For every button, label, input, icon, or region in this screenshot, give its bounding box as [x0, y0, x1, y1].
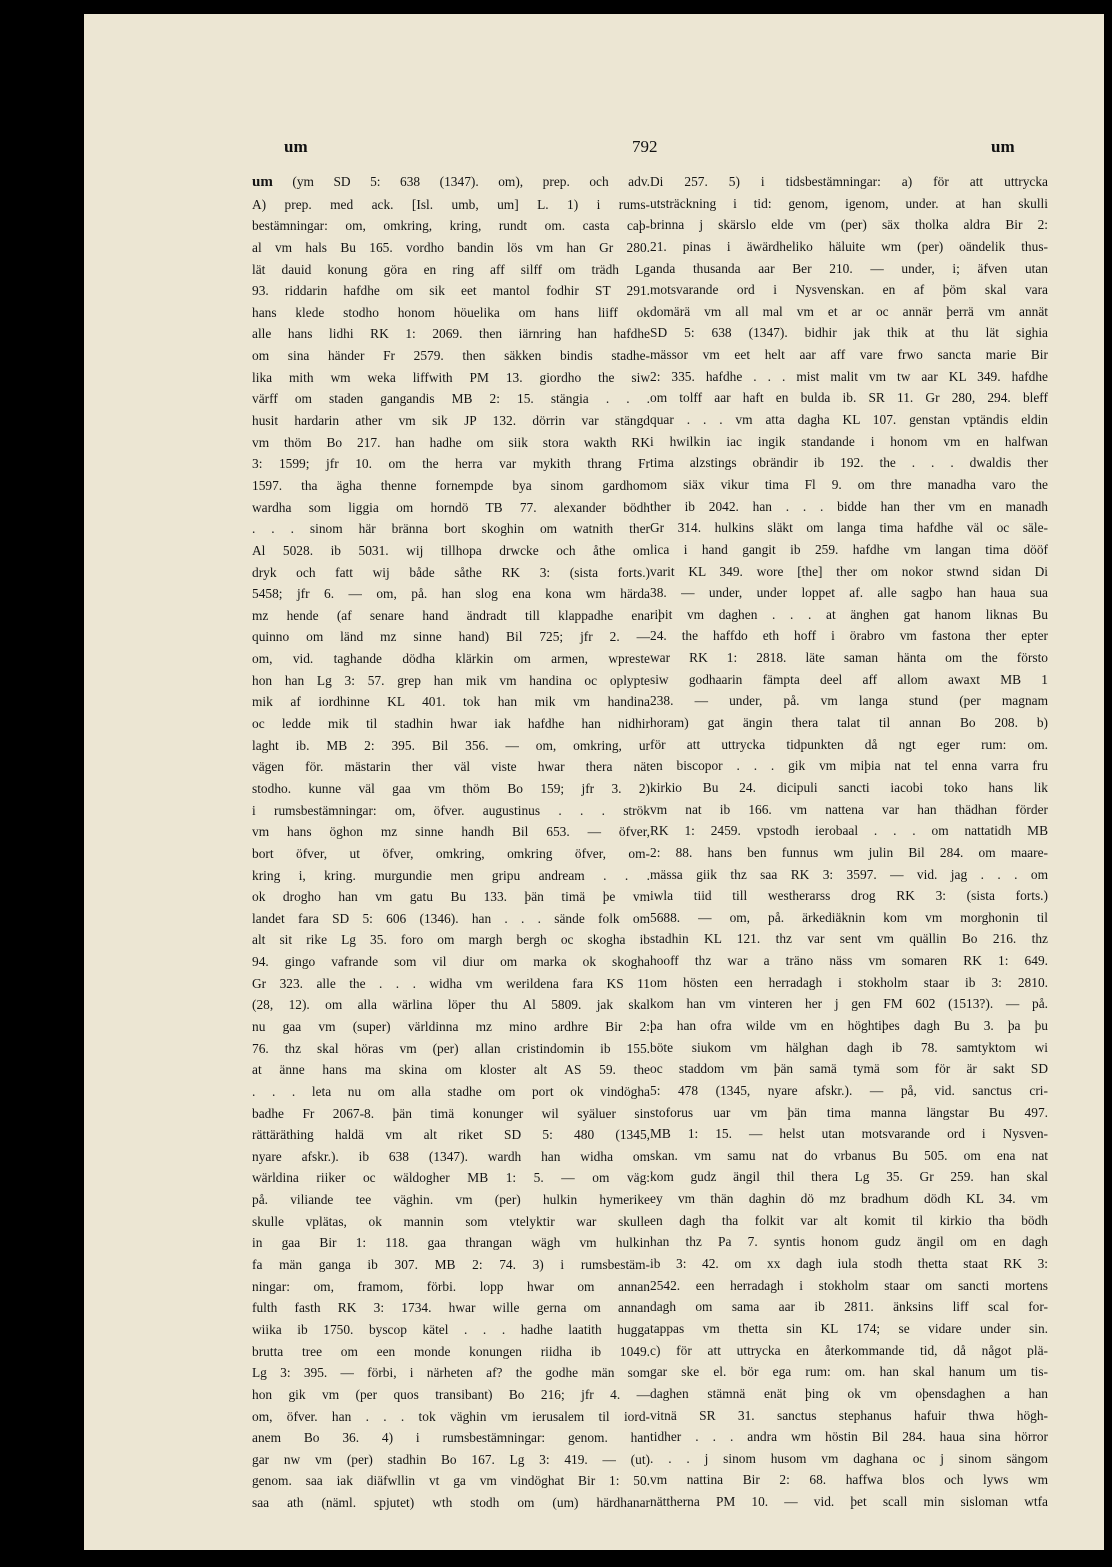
line-text: mässor vm eet helt aar aff vare frwo sancta marie Bir: [650, 347, 1048, 363]
text-line: [252, 237, 650, 259]
text-line: [252, 670, 650, 692]
line-text: alt sit rike Lg 35. foro om margh bergh oc skogha ib: [252, 932, 650, 948]
line-text: in gaa Bir 1: 118. gaa thrangan wägh vm hulkin: [252, 1235, 650, 1251]
text-line: [252, 280, 650, 302]
line-text: nättherna PM 10. — vid. þet scall min sisloman wtfa: [650, 1494, 1048, 1510]
line-text: 238. — under, på. vm langa stund (per magnam: [650, 693, 1048, 709]
line-text: skan. vm samu nat do vrbanus Bu 505. om ena nat: [650, 1147, 1048, 1163]
line-text: 94. gingo vafrande som vil diur om marka ok skogha: [252, 954, 650, 970]
line-text: genom. saa iak diäfwllin vt ga vm vindöghat Bir 1: 50.: [252, 1473, 650, 1489]
line-text: stodho. kunne väl gaa vm thöm Bo 159; jfr 3. 2): [252, 780, 650, 796]
line-text: hon han Lg 3: 57. grep han mik vm handina oc oplypte: [252, 672, 650, 688]
line-text: domärä vm all mal vm et ar oc annär þerrä vm annät: [650, 303, 1048, 319]
text-line: [252, 497, 650, 519]
line-text: riþit vm daghen . . . at änghen gat hanom liknas Bu: [650, 606, 1048, 622]
text-line: [650, 322, 1048, 344]
text-line: [252, 1492, 650, 1514]
text-line: [650, 236, 1048, 258]
line-text: en biscopor . . . gik vm miþia nat tel enna varra fru: [650, 758, 1048, 774]
line-text: lät dauid konung göra en ring aff silff om trädh Lg: [252, 261, 650, 277]
line-text: alle hans lidhi RK 1: 2069. then iärnring han hafdhe: [252, 326, 650, 342]
text-line: [650, 647, 1048, 669]
line-text: 1597. tha ägha thenne fornempde bya sinom gardhom: [252, 477, 650, 493]
text-line: [650, 193, 1048, 215]
line-text: 76. thz skal höras vm (per) allan cristindomin ib 155.: [252, 1040, 650, 1056]
text-line: [650, 1383, 1048, 1405]
text-line: [252, 388, 650, 410]
line-text: för att uttrycka tidpunkten då ngt eger rum: om.: [650, 736, 1048, 752]
line-text: 21. pinas i äwärdheliko häluite wm (per) oändelik thus-: [650, 238, 1048, 254]
text-line: [252, 1146, 650, 1168]
text-line: [650, 1145, 1048, 1167]
text-line: [650, 842, 1048, 864]
text-line: [650, 409, 1048, 431]
line-text: om tolff aar haft en bulda ib. SR 11. Gr 280, 294. bleff: [650, 390, 1048, 406]
line-text: 2: 88. hans ben funnus wm julin Bil 284. om maare-: [650, 844, 1048, 860]
text-line: [650, 734, 1048, 756]
text-line: [252, 1167, 650, 1189]
text-line: [650, 1123, 1048, 1145]
text-line: [650, 431, 1048, 453]
dictionary-page: [84, 14, 1104, 1550]
text-line: [252, 1297, 650, 1319]
text-line: [650, 1296, 1048, 1318]
text-line: [650, 885, 1048, 907]
line-text: laght ib. MB 2: 395. Bil 356. — om, omkring, ur: [252, 737, 650, 753]
line-text: skulle vplätas, ok mannin som vtelyktir war skulle: [252, 1213, 650, 1229]
text-line: [650, 258, 1048, 280]
line-text: vm thöm Bo 217. han hadhe om siik stora wakth RK: [252, 434, 650, 450]
line-text: 93. riddarin hafdhe om sik eet mantol fodhir ST 291.: [252, 283, 650, 299]
text-line: [252, 345, 650, 367]
text-line: [650, 928, 1048, 950]
line-text: MB 1: 15. — helst utan motsvarande ord i Nysven-: [650, 1126, 1048, 1142]
line-text: bort öfver, ut öfver, omkring, omkring öfver, om-: [252, 845, 650, 861]
text-line: [252, 691, 650, 713]
line-text: vitnä SR 31. sanctus stephanus hafuir thwa högh-: [650, 1407, 1048, 1423]
line-text: saa ath (näml. spjutet) wth stodh om (um) härdhanar: [252, 1495, 650, 1511]
text-line: [252, 821, 650, 843]
text-line: [252, 713, 650, 735]
line-text: at änne hans ma skina om kloster alt AS 59. the: [252, 1062, 650, 1078]
text-line: [650, 907, 1048, 929]
running-head: [84, 137, 1104, 167]
text-line: [650, 1188, 1048, 1210]
text-line: [650, 1426, 1048, 1448]
line-text: tappas vm thetta sin KL 174; se vidare under sin.: [650, 1320, 1048, 1336]
text-line: [252, 843, 650, 865]
line-text: (28, 12). om alla wärlina löper thu Al 5809. jak skal: [252, 997, 650, 1013]
line-text: war RK 1: 2818. läte saman hänta om the försto: [650, 650, 1048, 666]
text-line: [650, 496, 1048, 518]
text-line: [650, 1015, 1048, 1037]
text-line: [650, 301, 1048, 323]
line-text: 24. the haffdo eth hoff i örabro vm fastona ther epter: [650, 628, 1048, 644]
header-right-headword: um: [991, 137, 1015, 156]
text-line: [252, 540, 650, 562]
line-text: quinno om länd mz sinne hand) Bil 725; jfr 2. —: [252, 629, 650, 645]
line-text: brinna j skärslo elde vm (per) säx tholka aldra Bir 2:: [650, 217, 1048, 233]
text-line: [650, 712, 1048, 734]
text-line: [252, 908, 650, 930]
line-text: varit KL 349. wore [the] ther om nokor stwnd sidan Di: [650, 563, 1048, 579]
line-text: stadhin KL 121. thz var sent vm quällin Bo 216. thz: [650, 931, 1048, 947]
line-text: Gr 323. alle the . . . widha vm werildena fara KS 11: [252, 975, 650, 991]
text-line: [252, 800, 650, 822]
text-line: [252, 171, 650, 194]
line-text: daghen stämnä enät þing ok vm oþensdaghen a han: [650, 1385, 1048, 1401]
line-text: hans klede stodho honom höuelika om hans liiff ok: [252, 304, 650, 320]
line-text: badhe Fr 2067-8. þän timä konunger wil syäluer sin: [252, 1105, 650, 1121]
text-line: [252, 562, 650, 584]
text-line: [650, 993, 1048, 1015]
line-text: 3: 1599; jfr 10. om the herra var mykith thrang Fr: [252, 456, 650, 472]
text-line: [252, 605, 650, 627]
text-line: [252, 1470, 650, 1492]
line-text: 38. — under, under loppet af. alle sagþo han haua sua: [650, 585, 1048, 601]
line-text: kom han vm vinteren her j gen FM 602 (1513?). — på.: [650, 996, 1048, 1012]
line-text: Di 257. 5) i tidsbestämningar: a) för att uttrycka: [650, 174, 1048, 189]
text-line: [252, 1124, 650, 1146]
text-line: [252, 1038, 650, 1060]
line-text: mässa giik thz saa RK 3: 3597. — vid. jag . . . om: [650, 866, 1048, 882]
text-line: [650, 1318, 1048, 1340]
text-line: [252, 973, 650, 995]
line-text: om, öfver. han . . . tok väghin vm ierusalem til iord-: [252, 1408, 650, 1424]
text-line: [252, 1449, 650, 1471]
line-text: fa män ganga ib 307. MB 2: 74. 3) i rumsbestäm-: [252, 1257, 650, 1273]
text-line: [252, 756, 650, 778]
text-line: [650, 1210, 1048, 1232]
text-line: [650, 669, 1048, 691]
line-text: lika mith wm weka liffwith PM 13. giordho the siw: [252, 369, 650, 385]
text-line: [650, 561, 1048, 583]
line-text: mz hende (af senare hand ändradt till klappadhe ena: [252, 607, 650, 623]
text-line: [252, 475, 650, 497]
text-line: [252, 886, 650, 908]
line-text: c) för att uttrycka en återkommande tid, då något plä-: [650, 1342, 1048, 1358]
line-text: RK 1: 2459. vpstodh ierobaal . . . om nattatidh MB: [650, 823, 1048, 839]
line-text: en dagh tha folkit var alt komit til kirkio tha bödh: [650, 1212, 1048, 1228]
line-text: anda thusanda aar Ber 210. — under, i; äfven utan: [650, 260, 1048, 276]
text-line: [650, 1231, 1048, 1253]
line-text: i rumsbestämningar: om, öfver. augustinus . . . strök: [252, 802, 650, 818]
text-line: [650, 777, 1048, 799]
text-line: [650, 690, 1048, 712]
line-text: Al 5028. ib 5031. wij tillhopa drwcke och åthe om: [252, 542, 650, 558]
line-text: i hwilkin iac ingik standande i honom vm en halfwan: [650, 433, 1048, 449]
line-text: . . . sinom här bränna bort skoghin om watnith ther: [252, 521, 650, 537]
text-line: [650, 755, 1048, 777]
line-text: värff om staden gangandis MB 2: 15. stängia . . .: [252, 391, 650, 407]
line-text: dagh om sama aar ib 2811. änksins liff scal for-: [650, 1299, 1048, 1315]
line-text: 5458; jfr 6. — om, på. han slog ena kona wm härda: [252, 586, 650, 602]
line-text: wiika ib 1750. byscop kätel . . . hadhe laatith hugga: [252, 1321, 650, 1337]
text-line: [650, 1405, 1048, 1427]
line-text: iwla tiid till westherarss drog RK 3: (sista forts.): [650, 888, 1048, 904]
text-line: [650, 279, 1048, 301]
line-text: dryk och fatt wij både såthe RK 3: (sista forts.): [252, 564, 650, 580]
line-text: lica i hand gangit ib 259. hafdhe vm langan tima dööf: [650, 541, 1048, 557]
line-text: 5: 478 (1345, nyare afskr.). — på, vid. sanctus cri-: [650, 1082, 1048, 1098]
text-line: [252, 1254, 650, 1276]
line-text: landet fara SD 5: 606 (1346). han . . . sände folk om: [252, 910, 650, 926]
line-text: tidher . . . andra wm höstin Bil 284. haua sina hörror: [650, 1429, 1048, 1445]
text-line: [252, 648, 650, 670]
line-text: vm nattina Bir 2: 68. haffwa blos och lyws wm: [650, 1472, 1048, 1488]
text-line: [252, 1362, 650, 1384]
line-text: al vm hals Bu 165. vordho bandin lös vm han Gr 280.: [252, 239, 650, 255]
line-text: rättäräthing haldä vm alt riket SD 5: 480 (1345,: [252, 1127, 650, 1143]
line-text: wärldina riiker oc wäldogher MB 1: 5. — om väg:: [252, 1170, 650, 1186]
text-line: [252, 583, 650, 605]
text-line: [252, 626, 650, 648]
line-text: Lg 3: 395. — förbi, i närheten af? the godhe män som: [252, 1365, 650, 1381]
line-text: bestämningar: om, omkring, kring, rundt om. casta caþ-: [252, 218, 650, 234]
text-line: [650, 1166, 1048, 1188]
text-line: [650, 387, 1048, 409]
line-text: motsvarande ord i Nysvenskan. en af þöm skal vara: [650, 282, 1048, 298]
line-text: han thz Pa 7. syntis honom gudz ängil om en dagh: [650, 1234, 1048, 1250]
text-line: [650, 366, 1048, 388]
text-line: [650, 972, 1048, 994]
line-text: böte siukom vm hälghan dagh ib 78. samtyktom wi: [650, 1039, 1048, 1055]
text-line: [252, 1276, 650, 1298]
text-line: [650, 1361, 1048, 1383]
line-text: brutta tree om een monde konungen riidha ib 1049.: [252, 1343, 650, 1359]
line-text: 5688. — om, på. ärkediäknin kom vm morghonin til: [650, 909, 1048, 925]
line-text: horam) gat ängin thera talat til annan Bo 208. b): [650, 715, 1048, 731]
text-line: [650, 171, 1048, 193]
line-text: vm hans öghon mz sinne handh Bil 653. — öfver,: [252, 824, 650, 840]
text-line: [252, 453, 650, 475]
text-line: [252, 432, 650, 454]
line-text: kirkio Bu 24. dicipuli sancti iacobi toko hans lik: [650, 779, 1048, 795]
line-text: nyare afskr.). ib 638 (1347). wardh han widha om: [252, 1148, 650, 1164]
text-line: [650, 1080, 1048, 1102]
line-text: 2542. een herradagh i stokholm staar om sancti mortens: [650, 1277, 1048, 1293]
right-column: [650, 171, 1048, 1513]
text-line: [650, 1102, 1048, 1124]
text-line: [252, 1406, 650, 1428]
line-text: (ym SD 5: 638 (1347). om), prep. och adv.: [272, 174, 650, 189]
text-line: [650, 604, 1048, 626]
text-line: [252, 1319, 650, 1341]
text-line: [252, 1427, 650, 1449]
text-line: [650, 799, 1048, 821]
line-text: om siäx vikur tima Fl 9. om thre manadha varo the: [650, 476, 1048, 492]
text-line: [650, 452, 1048, 474]
text-line: [252, 951, 650, 973]
text-line: [650, 344, 1048, 366]
line-text: ther ib 2042. han . . . bidde han ther vm en manadh: [650, 498, 1048, 514]
text-line: [252, 410, 650, 432]
text-line: [252, 1081, 650, 1103]
text-line: [650, 1491, 1048, 1513]
text-line: [650, 1469, 1048, 1491]
line-text: mik af iordhinne KL 401. tok han mik vm handina: [252, 694, 650, 710]
text-line: [650, 1253, 1048, 1275]
text-line: [650, 1037, 1048, 1059]
line-text: utsträckning i tid: genom, igenom, under. at han skulli: [650, 195, 1048, 211]
line-text: ningar: om, framom, förbi. lopp hwar om annan: [252, 1278, 650, 1294]
line-text: hooff thz war a träno näss vm somaren RK 1: 649.: [650, 953, 1048, 969]
line-text: nu gaa vm (super) världinna mz mino ardhre Bir 2:: [252, 1018, 650, 1034]
entry-headword: um: [252, 174, 273, 190]
text-line: [650, 517, 1048, 539]
line-text: husit hardarin ather vm sik JP 132. dörrin var stängd: [252, 413, 650, 429]
text-line: [252, 778, 650, 800]
line-text: om sina händer Fr 2579. then säkken bindis stadhe-: [252, 348, 650, 364]
text-line: [252, 518, 650, 540]
text-line: [650, 1448, 1048, 1470]
line-text: ib 3: 42. om xx dagh iula stodh thetta staat RK 3:: [650, 1256, 1048, 1272]
line-text: . . . j sinom husom vm daghana oc j sinom sängom: [650, 1450, 1048, 1466]
text-line: [650, 1340, 1048, 1362]
text-line: [650, 474, 1048, 496]
line-text: A) prep. med ack. [Isl. umb, um] L. 1) i rums-: [252, 196, 650, 212]
line-text: quar . . . vm atta dagha KL 107. genstan vptändis eldin: [650, 412, 1048, 428]
line-text: om hösten een herradagh i stokholm staar ib 3: 2810.: [650, 974, 1048, 990]
line-text: þa han ofra wilde vm en höghtiþes dagh Bu 3. þa þu: [650, 1017, 1048, 1033]
text-line: [650, 1058, 1048, 1080]
text-line: [252, 1211, 650, 1233]
text-line: [252, 929, 650, 951]
text-line: [650, 820, 1048, 842]
line-text: kring i, kring. murgundie men gripu andream . . .: [252, 867, 650, 883]
line-text: om, vid. taghande dödha klärkin om armen, wpreste: [252, 651, 650, 667]
text-line: [252, 1232, 650, 1254]
text-line: [252, 1384, 650, 1406]
text-line: [252, 1059, 650, 1081]
text-line: [252, 302, 650, 324]
page-number: 792: [632, 137, 658, 156]
line-text: vägen för. mästarin ther väl viste hwar thera nät: [252, 759, 650, 775]
line-text: kom gudz ängil thil thera Lg 35. Gr 259. han skal: [650, 1169, 1048, 1185]
line-text: wardha som liggia om horndö TB 77. alexander bödh: [252, 499, 650, 515]
line-text: gar ske el. bör ega rum: om. han skal hanum um tis-: [650, 1364, 1048, 1380]
line-text: oc ledde mik til stadhin hwar iak hafdhe han nidhir: [252, 716, 650, 732]
line-text: tima alzstings obrändir ib 192. the . . . dwaldis ther: [650, 455, 1048, 471]
line-text: stoforus uar vm þän tima manna längstar Bu 497.: [650, 1104, 1048, 1120]
text-line: [650, 214, 1048, 236]
text-line: [252, 1189, 650, 1211]
text-line: [650, 1275, 1048, 1297]
text-line: [252, 1103, 650, 1125]
line-text: anem Bo 36. 4) i rumsbestämningar: genom. han: [252, 1430, 650, 1446]
text-line: [650, 539, 1048, 561]
text-line: [252, 194, 650, 216]
line-text: ey vm thän daghin dö mz bradhum dödh KL 34. vm: [650, 1191, 1048, 1207]
line-text: oc staddom vm þän samä tymä som för är sakt SD: [650, 1061, 1048, 1077]
text-line: [650, 864, 1048, 886]
text-line: [252, 994, 650, 1016]
text-line: [650, 582, 1048, 604]
text-line: [252, 735, 650, 757]
text-line: [252, 865, 650, 887]
line-text: ok drogho han vm gatu Bu 133. þän timä þe vm: [252, 889, 650, 905]
text-line: [252, 323, 650, 345]
text-line: [650, 950, 1048, 972]
line-text: på. viliande tee väghin. vm (per) hulkin hymerike: [252, 1192, 650, 1208]
header-left-headword: um: [284, 137, 308, 156]
text-line: [252, 215, 650, 237]
line-text: siw godhaarin fämpta deel aff allom awaxt MB 1: [650, 671, 1048, 687]
line-text: Gr 314. hulkins släkt om langa tima hafdhe väl oc säle-: [650, 520, 1048, 536]
text-line: [252, 259, 650, 281]
line-text: hon gik vm (per quos transibant) Bo 216; jfr 4. —: [252, 1386, 650, 1402]
line-text: SD 5: 638 (1347). bidhir jak thik at thu lät sighia: [650, 325, 1048, 341]
line-text: . . . leta nu om alla stadhe om port ok vindögha: [252, 1083, 650, 1099]
text-line: [252, 1341, 650, 1363]
line-text: vm nat ib 166. vm nattena var han thädhan förder: [650, 801, 1048, 817]
text-line: [650, 625, 1048, 647]
line-text: gar nw vm (per) stadhin Bo 167. Lg 3: 419. — (ut): [252, 1451, 650, 1467]
line-text: 2: 335. hafdhe . . . mist malit vm tw aar KL 349. hafdhe: [650, 368, 1048, 384]
line-text: fulth fasth RK 3: 1734. hwar wille gerna om annan: [252, 1300, 650, 1316]
text-line: [252, 367, 650, 389]
text-line: [252, 1016, 650, 1038]
left-column: [252, 171, 650, 1514]
